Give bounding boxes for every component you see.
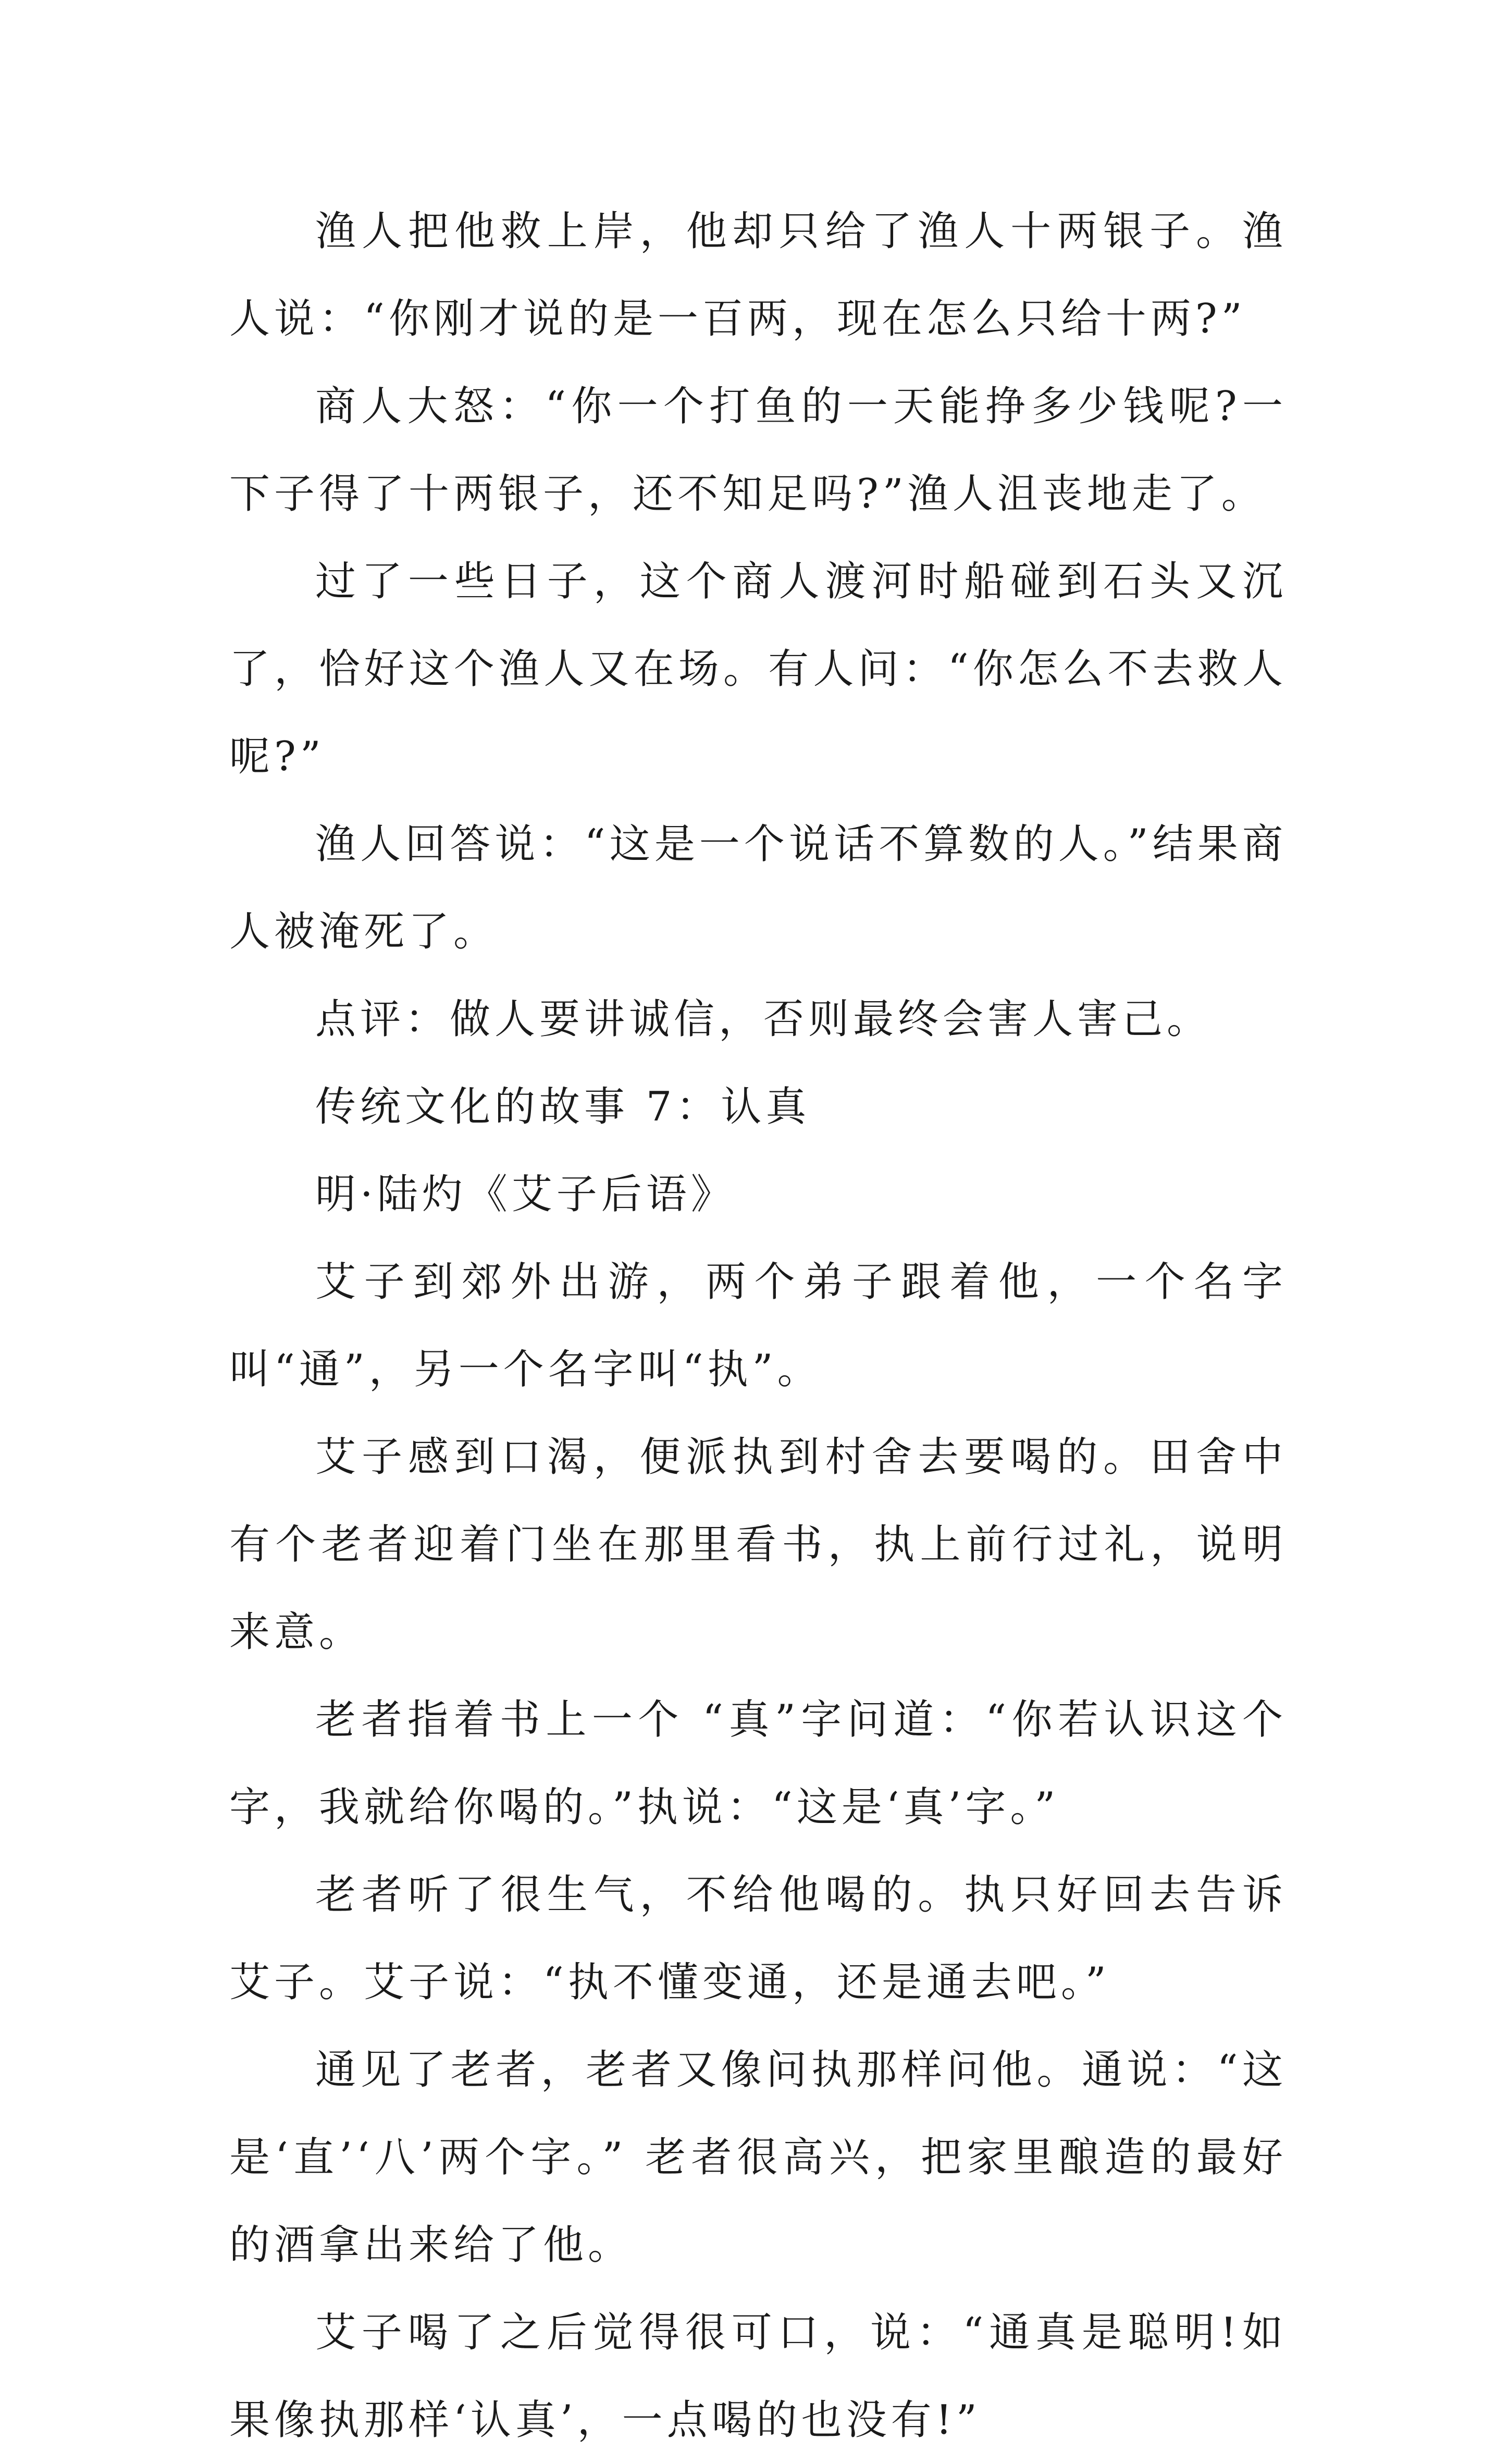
document-page — [229, 188, 1287, 2464]
paragraph-4: 渔人回答说：“这是一个说话不算数的人。”结果商人被淹死了。 — [229, 821, 1287, 955]
paragraph-5: 点评：做人要讲诚信，否则最终会害人害己。 — [315, 996, 1212, 1043]
paragraph-3: 过了一些日子，这个商人渡河时船碰到石头又沉了，恰好这个渔人又在场。有人问：“你怎么不去救人呢?” — [229, 558, 1287, 780]
story-heading: 传统文化的故事 7：认真 — [315, 1083, 811, 1130]
paragraph-8: 艾子到郊外出游，两个弟子跟着他，一个名字叫“通”，另一个名字叫“执”。 — [229, 1259, 1287, 1393]
paragraph-10: 老者指着书上一个 “真”字问道：“你若认识这个字，我就给你喝的。”执说：“这是‘真’字。” — [229, 1696, 1287, 1831]
paragraph-13: 艾子喝了之后觉得很可口，说：“通真是聪明!如果像执那样‘认真’，一点喝的也没有!” — [229, 2309, 1287, 2444]
story-source: 明·陆灼《艾子后语》 — [315, 1171, 736, 1218]
paragraph-1: 渔人把他救上岸，他却只给了渔人十两银子。渔人说：“你刚才说的是一百两，现在怎么只给十两?” — [229, 208, 1287, 342]
paragraph-11: 老者听了很生气，不给他喝的。执只好回去告诉艾子。艾子说：“执不懂变通，还是通去吧。” — [229, 1871, 1287, 2006]
paragraph-9: 艾子感到口渴，便派执到村舍去要喝的。田舍中有个老者迎着门坐在那里看书，执上前行过礼，说明来意。 — [229, 1434, 1287, 1656]
paragraph-12: 通见了老者，老者又像问执那样问他。通说：“这是‘直’‘八’两个字。” 老者很高兴，把家里酿造的最好的酒拿出来给了他。 — [229, 2047, 1287, 2269]
paragraph-2: 商人大怒：“你一个打鱼的一天能挣多少钱呢?一下子得了十两银子，还不知足吗?”渔人沮丧地走了。 — [229, 383, 1287, 518]
